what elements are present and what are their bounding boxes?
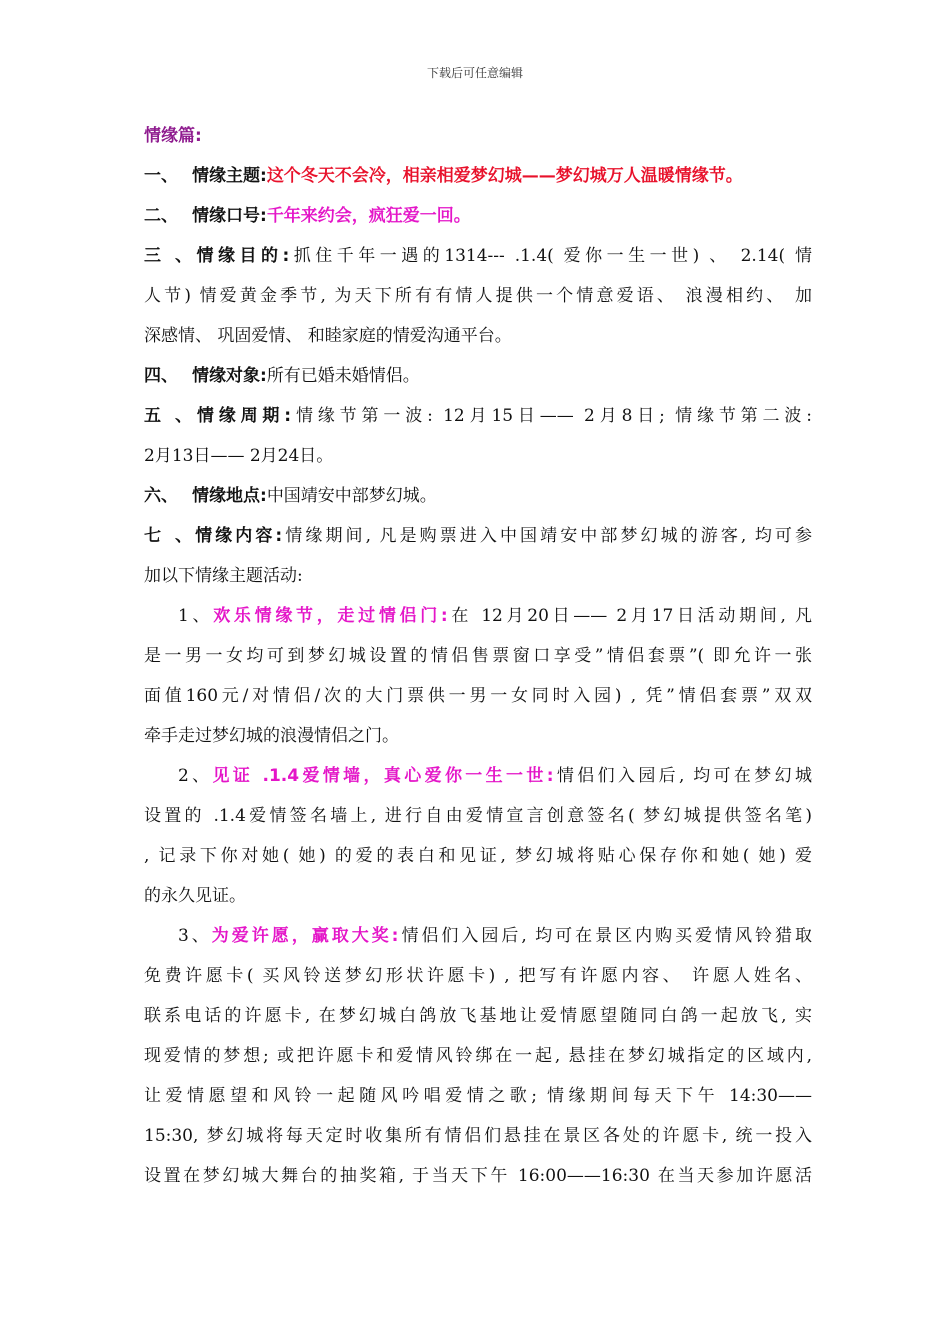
slogan-text: 千年来约会，疯狂爱一回。	[266, 206, 471, 226]
section-title: 情缘篇:	[144, 126, 202, 146]
page-header: 下载后可任意编辑	[426, 66, 523, 80]
activity-3-line5: 让爱情愿望和风铃一起随风吟唱爱情之歌; 情缘期间每天下午 14:30——	[144, 1086, 812, 1106]
activity-1: 1、欢乐情缘节，走过情侣门:在 12月20日—— 2月17日活动期间, 凡	[178, 606, 812, 626]
document-body	[144, 116, 812, 1196]
theme-text: 这个冬天不会冷，相亲相爱梦幻城——梦幻城万人温暖情缘节。	[266, 166, 743, 186]
activity-3: 3、为爱许愿，赢取大奖:情侣们入园后, 均可在景区内购买爱情风铃猎取	[178, 926, 812, 946]
activity-1-line4: 牵手走过梦幻城的浪漫情侣之门。	[144, 726, 399, 746]
activity-2-line4: 的永久见证。	[144, 886, 246, 906]
item-purpose-line2: 人节) 情爱黄金季节, 为天下所有有情人提供一个情意爱语、 浪漫相约、 加	[144, 286, 812, 306]
activity-1-line3: 面值160元/对情侣/次的大门票供一男一女同时入园) , 凭”情侣套票”双双	[144, 686, 812, 706]
activity-2: 2、见证 .1.4爱情墙，真心爱你一生一世:情侣们入园后, 均可在梦幻城	[178, 766, 812, 786]
item-purpose: 三、情缘目的:抓住千年一遇的1314--- .1.4( 爱你一生一世) 、 2.14( 情	[144, 246, 812, 266]
activity-3-line6: 15:30, 梦幻城将每天定时收集所有情侣们悬挂在景区各处的许愿卡, 统一投入	[144, 1126, 812, 1146]
activity-2-line2: 设置的 .1.4爱情签名墙上, 进行自由爱情宣言创意签名( 梦幻城提供签名笔)	[144, 806, 812, 826]
activity-3-title: 为爱许愿，赢取大奖:	[211, 926, 399, 946]
item-content-line2: 加以下情缘主题活动:	[144, 566, 303, 586]
activity-2-line3: , 记录下你对她( 她) 的爱的表白和见证, 梦幻城将贴心保存你和她( 她) 爱	[144, 846, 812, 866]
activity-3-line7: 设置在梦幻城大舞台的抽奖箱, 于当天下午 16:00——16:30 在当天参加许愿活	[144, 1166, 812, 1186]
item-location: 六、 情缘地点:中国靖安中部梦幻城。	[144, 486, 437, 506]
activity-3-line3: 联系电话的许愿卡, 在梦幻城白鸽放飞基地让爱情愿望随同白鸽一起放飞, 实	[144, 1006, 812, 1026]
activity-1-title: 欢乐情缘节，走过情侣门:	[213, 606, 448, 626]
item-theme: 一、 情缘主题:这个冬天不会冷，相亲相爱梦幻城——梦幻城万人温暖情缘节。	[144, 166, 743, 186]
item-slogan: 二、 情缘口号:千年来约会，疯狂爱一回。	[144, 206, 471, 226]
item-content: 七、情缘内容:情缘期间, 凡是购票进入中国靖安中部梦幻城的游客, 均可参	[144, 526, 812, 546]
item-period-line2: 2月13日—— 2月24日。	[144, 446, 334, 466]
activity-3-line4: 现爱情的梦想; 或把许愿卡和爱情风铃绑在一起, 悬挂在梦幻城指定的区域内,	[144, 1046, 812, 1066]
item-audience: 四、 情缘对象:所有已婚未婚情侣。	[144, 366, 420, 386]
activity-1-line2: 是一男一女均可到梦幻城设置的情侣售票窗口享受”情侣套票”( 即允许一张	[144, 646, 812, 666]
activity-2-title: 见证 .1.4爱情墙，真心爱你一生一世:	[212, 766, 554, 786]
item-purpose-line3: 深感情、 巩固爱情、 和睦家庭的情爱沟通平台。	[144, 326, 512, 346]
item-period: 五、情缘周期:情缘节第一波: 12月15日—— 2月8日; 情缘节第二波:	[144, 406, 812, 426]
activity-3-line2: 免费许愿卡( 买风铃送梦幻形状许愿卡) , 把写有许愿内容、 许愿人姓名、	[144, 966, 812, 986]
